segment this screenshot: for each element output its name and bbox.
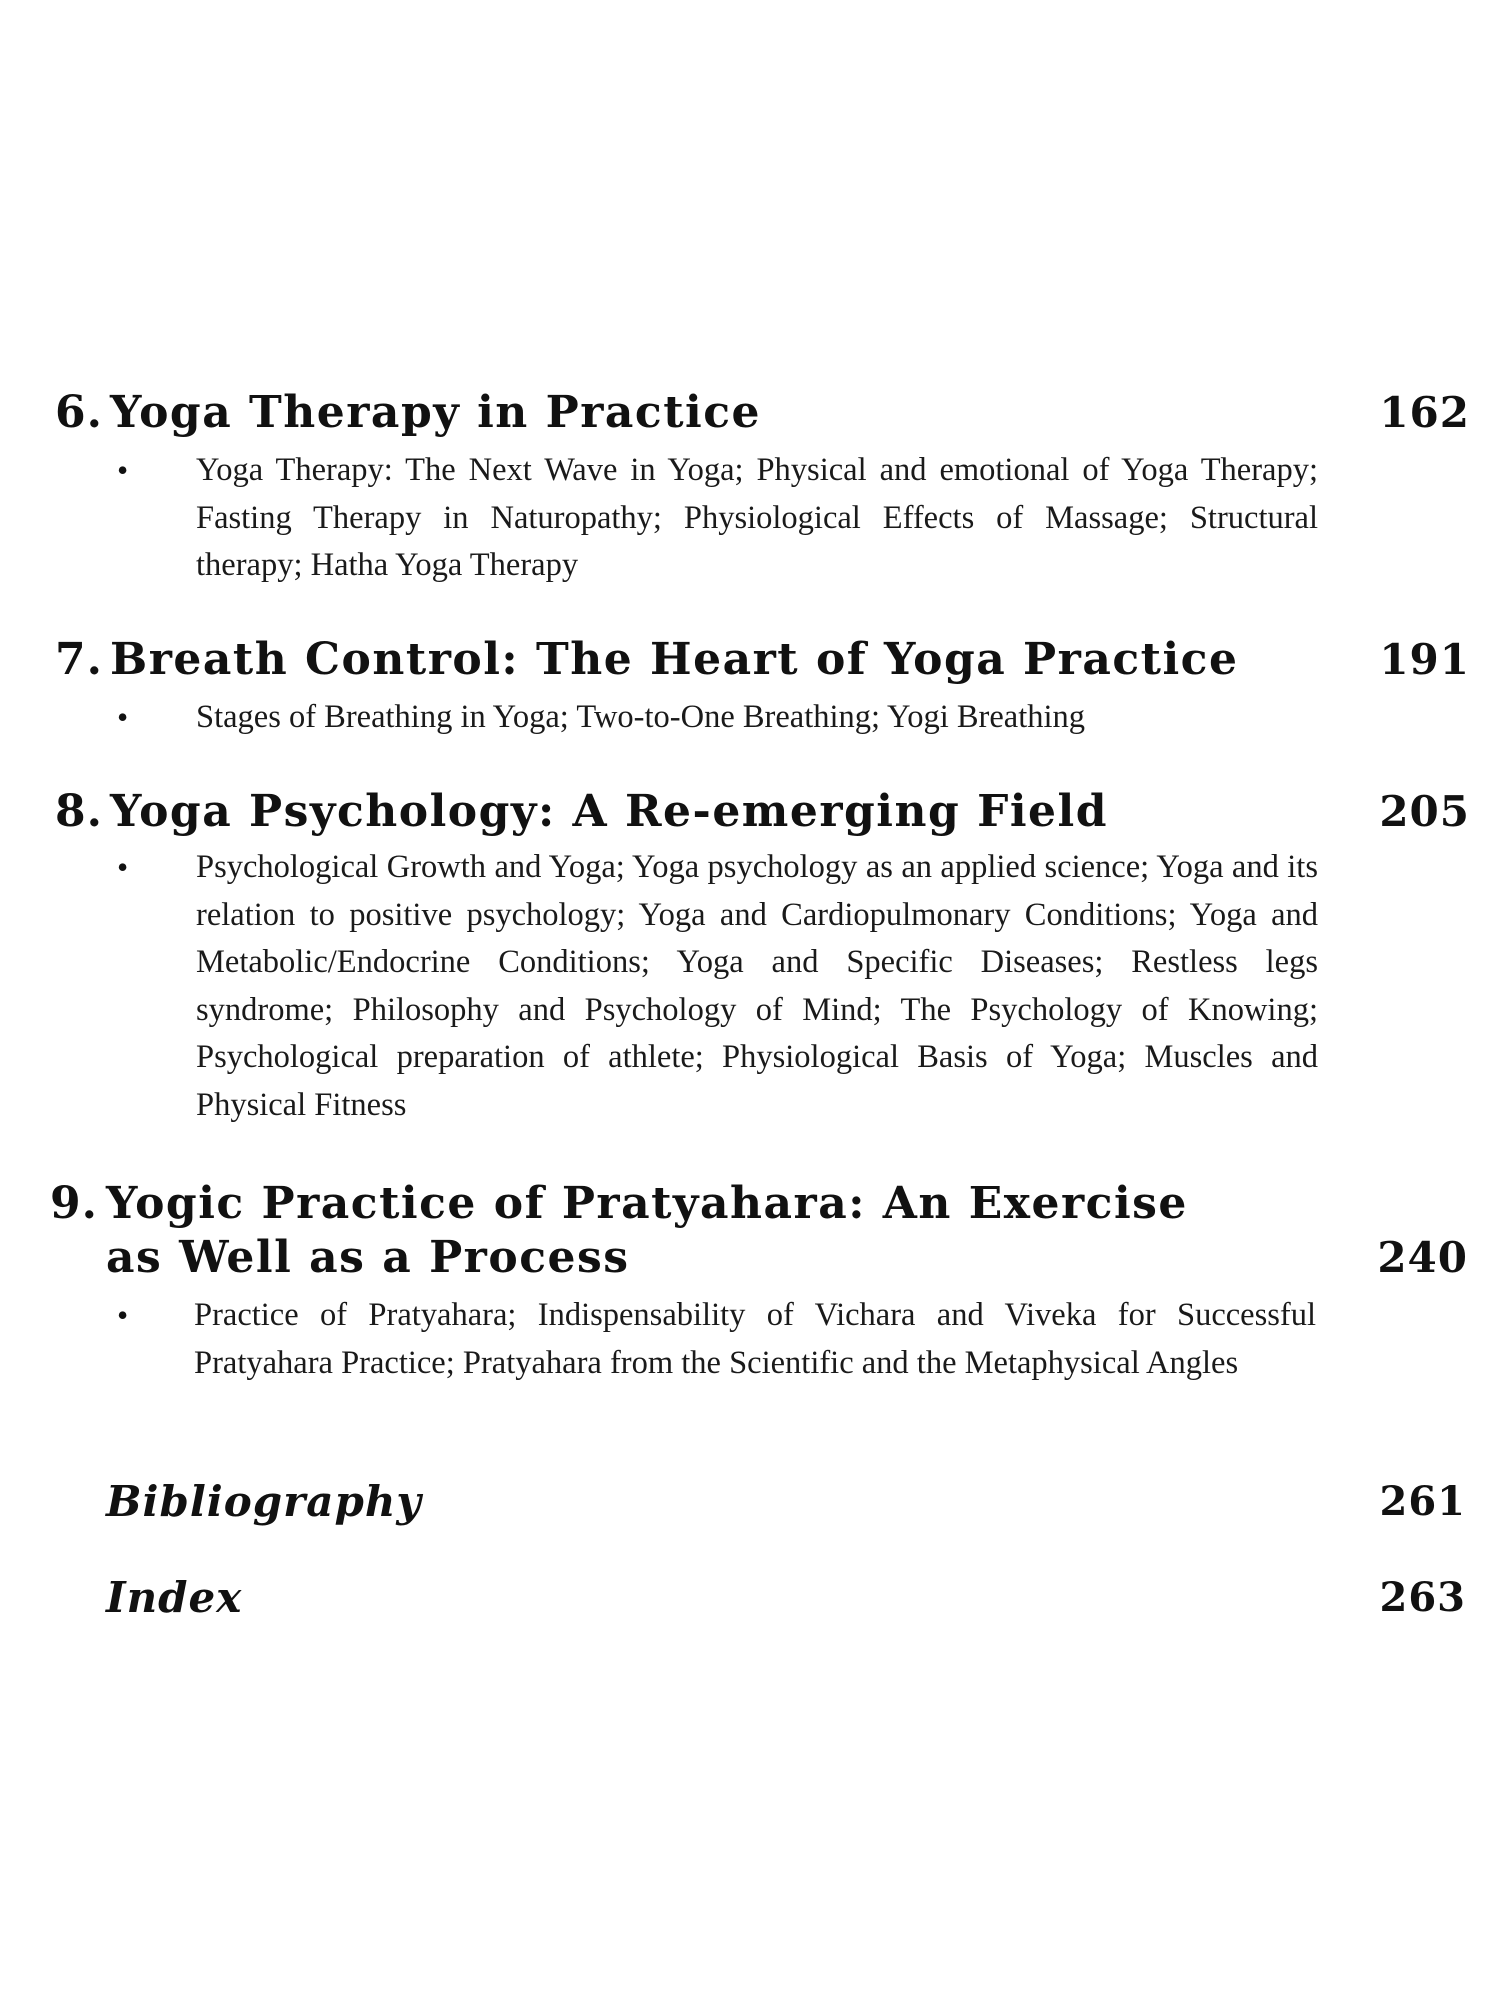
chapter-heading [0, 632, 1500, 692]
chapter-page-number: 162 [1379, 388, 1470, 437]
back-matter-title: Bibliography [106, 1477, 422, 1526]
bullet-marker: • [117, 1297, 129, 1333]
topic-list: Stages of Breathing in Yoga; Two-to-One Breathing; Yogi Breathing [196, 699, 1086, 735]
chapter-title-line-2: as Well as a Process [106, 1232, 630, 1283]
toc-entry-index [0, 1570, 1500, 1630]
back-matter-page-number: 261 [1379, 1478, 1466, 1525]
topic-list: Yoga Therapy: The Next Wave in Yoga; Physical and emotional of Yoga Therapy; Fasting Therapy in Naturopathy; Physiological Effects of Massage; Structural therapy; Hatha Yoga Therapy [196, 452, 1318, 583]
bullet-marker: • [117, 452, 129, 488]
chapter-number: 6. [55, 387, 103, 438]
chapter-heading [0, 385, 1500, 445]
chapter-page-number: 240 [1377, 1233, 1468, 1282]
chapter-title: Yoga Psychology: A Re-emerging Field [110, 786, 1109, 837]
toc-entry-chapter-7 [0, 632, 1500, 692]
chapter-heading [0, 1176, 1500, 1291]
chapter-heading [0, 784, 1500, 844]
back-matter-page-number: 263 [1379, 1574, 1466, 1621]
chapter-number: 7. [55, 634, 103, 685]
back-matter-title: Index [106, 1573, 243, 1622]
chapter-title: Breath Control: The Heart of Yoga Practice [110, 634, 1239, 685]
chapter-page-number: 191 [1379, 635, 1470, 684]
toc-entry-chapter-6 [0, 385, 1500, 445]
chapter-number: 8. [55, 786, 103, 837]
topic-list: Psychological Growth and Yoga; Yoga psychology as an applied science; Yoga and its relation to positive psychology; Yoga and Cardiopulmonary Conditions; Yoga and Metabolic/Endocrine Conditions; Yoga and Specific Diseases; Restless legs syndrome; Philosophy and Psychology of Mind; The Psychology of Knowing; Psychological preparation of athlete; Physiological Basis of Yoga; Muscles and Physical Fitness [196, 849, 1318, 1123]
toc-entry-chapter-9 [0, 1176, 1500, 1291]
bullet-marker: • [117, 849, 129, 885]
bullet-marker: • [117, 699, 129, 735]
topic-list: Practice of Pratyahara; Indispensability of Vichara and Viveka for Successful Pratyahara Practice; Pratyahara from the Scientific and the Metaphysical Angles [194, 1297, 1316, 1381]
chapter-number: 9. [50, 1178, 98, 1229]
toc-entry-chapter-8 [0, 784, 1500, 844]
chapter-page-number: 205 [1379, 787, 1470, 836]
chapter-title: Yoga Therapy in Practice [110, 387, 762, 438]
chapter-title-line-1: Yogic Practice of Pratyahara: An Exercise [106, 1178, 1188, 1229]
toc-entry-bibliography [0, 1474, 1500, 1534]
